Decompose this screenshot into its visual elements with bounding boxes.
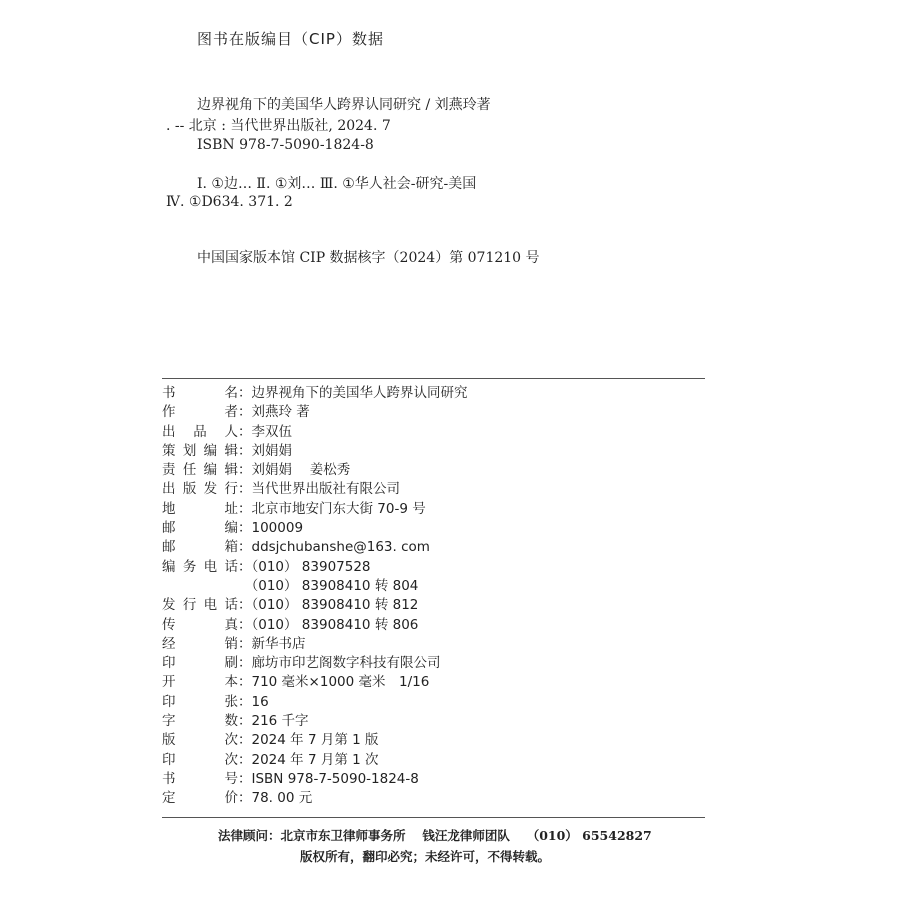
imprint-label-char: 号 [224,770,238,787]
cip-title-line: 边界视角下的美国华人跨界认同研究 / 刘燕玲著 [197,97,491,113]
imprint-row [162,538,705,557]
imprint-label [162,500,238,519]
imprint-value: ：北京市地安门东大街 70-9 号 [238,500,426,517]
imprint-label-char: 话 [224,558,238,575]
imprint-row [162,693,705,712]
imprint-value: ：ISBN 978-7-5090-1824-8 [238,770,419,787]
imprint-label-char: 字 [162,713,176,730]
cip-heading: 图书在版编目（CIP）数据 [197,30,384,48]
imprint-row [162,519,705,538]
imprint-label [162,384,238,403]
imprint-label [162,480,238,499]
imprint-row [162,461,705,480]
imprint-label-char: 品 [193,423,207,440]
imprint-row [162,577,705,596]
imprint-value: ：边界视角下的美国华人跨界认同研究 [238,385,468,401]
imprint-label-char: 次 [224,732,238,749]
imprint-value: ：ddsjchubanshe@163. com [238,539,430,556]
imprint-label-char: 邮 [162,520,176,537]
imprint-value: ：刘娟娟 姜松秀 [238,462,351,479]
imprint-label-char: 编 [162,558,176,575]
cip-isbn-line: ISBN 978-7-5090-1824-8 [197,137,374,153]
bottom-divider [162,817,705,818]
imprint-value: ：710 毫米×1000 毫米 1/16 [238,674,430,691]
imprint-value: ：（010） 83908410 转 812 [238,597,419,614]
imprint-label [162,596,238,615]
imprint-row [162,770,705,789]
imprint-label-char: 张 [224,693,238,710]
imprint-row [162,500,705,519]
imprint-label-char: 作 [162,404,176,421]
imprint-label [162,577,238,596]
imprint-label-char: 价 [224,790,238,807]
imprint-value: ：216 千字 [238,713,309,730]
imprint-label-char: 真 [224,616,238,633]
imprint-value: ：（010） 83908410 转 806 [238,616,419,633]
imprint-label-char: 版 [162,732,176,749]
imprint-label [162,693,238,712]
cip-class-code-line: Ⅳ. ①D634. 371. 2 [166,194,293,210]
imprint-value: ：当代世界出版社有限公司 [238,481,400,498]
imprint-row [162,654,705,673]
imprint-label [162,461,238,480]
imprint-label-char: 发 [162,597,176,614]
imprint-label [162,558,238,577]
imprint-row [162,596,705,615]
imprint-label-char: 经 [162,635,176,652]
imprint-row [162,789,705,808]
imprint-value: ：100009 [238,520,304,537]
cip-approval-line: 中国国家版本馆 CIP 数据核字（2024）第 071210 号 [197,250,540,266]
imprint-label-char: 销 [224,635,238,652]
imprint-value: ：廊坊市印艺阁数字科技有限公司 [238,655,441,672]
imprint-row [162,442,705,461]
imprint-label-char: 编 [224,520,238,537]
imprint-label-char: 刷 [224,655,238,672]
imprint-label-char: 策 [162,442,176,459]
imprint-label-char: 电 [203,597,218,614]
imprint-value: ：（010） 83907528 [238,558,371,575]
imprint-label [162,538,238,557]
imprint-label-char: 话 [224,597,238,614]
imprint-label-char: 名 [224,385,238,401]
imprint-label-char: 务 [182,558,197,575]
imprint-label-char: 电 [203,558,218,575]
imprint-label-char: 印 [162,655,176,672]
imprint-label [162,654,238,673]
copyright-notice: 版权所有，翻印必究；未经许可，不得转载。 [300,849,551,864]
imprint-row [162,731,705,750]
imprint-label [162,616,238,635]
imprint-label-char: 发 [203,481,218,498]
imprint-label [162,519,238,538]
cip-classification-line: Ⅰ. ①边… Ⅱ. ①刘… Ⅲ. ①华人社会-研究-美国 [197,176,477,192]
imprint-label-char: 编 [203,442,218,459]
imprint-value: ：刘燕玲 著 [238,404,310,421]
imprint-label-char: 出 [162,481,176,498]
imprint-label-char: 本 [224,674,238,691]
imprint-label-char: 箱 [224,539,238,556]
imprint-label-char: 划 [182,442,197,459]
imprint-label-char: 址 [224,500,238,517]
imprint-label [162,751,238,770]
imprint-label-char: 印 [162,751,176,768]
imprint-label [162,403,238,422]
imprint-label [162,789,238,808]
imprint-label-char: 数 [224,713,238,730]
imprint-row [162,423,705,442]
imprint-label-char: 邮 [162,539,176,556]
imprint-row [162,712,705,731]
imprint-label-char: 书 [162,770,176,787]
imprint-value: ：78. 00 元 [238,790,313,807]
imprint-row [162,403,705,422]
imprint-label-char: 书 [162,385,176,401]
imprint-label-char: 定 [162,790,176,807]
imprint-label-char: 人 [224,423,238,440]
imprint-label-char: 次 [224,751,238,768]
imprint-label [162,673,238,692]
imprint-label-char: 印 [162,693,176,710]
imprint-label-char: 辑 [224,442,238,459]
imprint-row [162,673,705,692]
imprint-label-char: 任 [182,462,197,479]
imprint-label [162,423,238,442]
imprint-row [162,616,705,635]
cip-publisher-line: . -- 北京 : 当代世界出版社, 2024. 7 [166,118,391,134]
imprint-row [162,751,705,770]
imprint-label-char: 传 [162,616,176,633]
imprint-label-char: 行 [182,597,197,614]
imprint-label-char: 版 [182,481,197,498]
imprint-label-char: 地 [162,500,176,517]
top-divider [162,378,705,379]
imprint-value: （010） 83908410 转 804 [238,577,419,594]
imprint-row [162,558,705,577]
imprint-row [162,480,705,499]
imprint-label [162,770,238,789]
imprint-label [162,712,238,731]
imprint-label-char: 辑 [224,462,238,479]
legal-counsel-line: 法律顾问：北京市东卫律师事务所 钱汪龙律师团队 （010） 65542827 [218,828,652,843]
imprint-value: ：李双伍 [238,423,292,440]
imprint-label [162,731,238,750]
imprint-label-char: 出 [162,423,176,440]
imprint-row [162,384,705,403]
imprint-row [162,635,705,654]
imprint-label [162,635,238,654]
imprint-label-char: 编 [203,462,218,479]
imprint-value: ：2024 年 7 月第 1 次 [238,751,379,768]
imprint-list [162,384,705,809]
imprint-label-char: 行 [224,481,238,498]
imprint-value: ：刘娟娟 [238,442,292,459]
imprint-value: ：16 [238,693,269,710]
imprint-label [162,442,238,461]
imprint-value: ：2024 年 7 月第 1 版 [238,732,379,749]
imprint-label-char: 责 [162,462,176,479]
imprint-value: ：新华书店 [238,635,306,652]
imprint-label-char: 者 [224,404,238,421]
imprint-label-char: 开 [162,674,176,691]
